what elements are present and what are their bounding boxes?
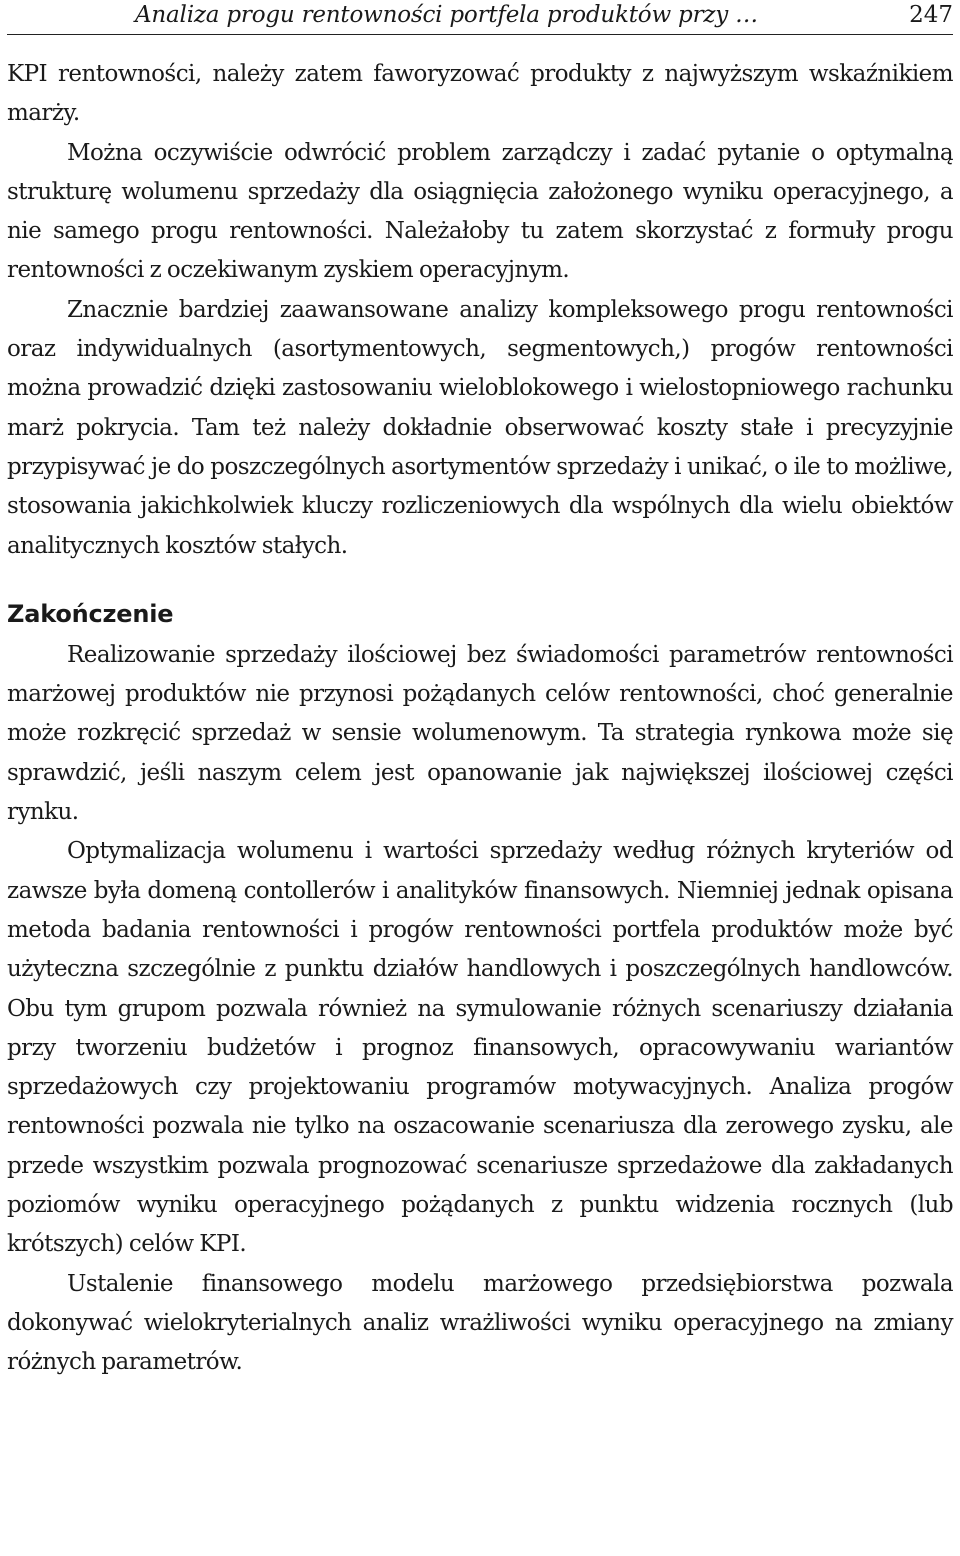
paragraph: Ustalenie finansowego modelu marżowego przedsiębiorstwa pozwala dokonywać wielokryterialnych analiz wrażliwości wyniku operacyjnego na zmiany różnych parametrów. <box>7 1270 953 1376</box>
running-header <box>7 0 953 35</box>
running-title: Analiza progu rentowności portfela produktów przy … <box>135 2 758 28</box>
paragraph: Można oczywiście odwrócić problem zarządczy i zadać pytanie o optymalną strukturę wolumenu sprzedaży dla osiągnięcia założonego wyniku operacyjnego, a nie samego progu rentowności. Należałoby tu zatem skorzystać z formuły progu rentowności z oczekiwanym zyskiem operacyjnym. <box>7 139 953 284</box>
section-heading: Zakończenie <box>7 599 174 628</box>
section-body <box>7 636 953 1383</box>
page-number: 247 <box>909 2 953 28</box>
paragraph: Optymalizacja wolumenu i wartości sprzedaży według różnych kryteriów od zawsze była domeną contollerów i analityków finansowych. Niemniej jednak opisana metoda badania rentowności i progów rentowności portfela produktów może być użyteczna szczególnie z punktu działów handlowych i poszczególnych handlowców. Obu tym grupom pozwala również na symulowanie różnych scenariuszy działania przy tworzeniu budżetów i prognoz finansowych, opracowywaniu wariantów sprzedażowych czy projektowaniu programów motywacyjnych. Analiza progów rentowności pozwala nie tylko na oszacowanie scenariusza dla zerowego zysku, ale przede wszystkim pozwala prognozować scenariusze sprzedażowe dla zakładanych poziomów wyniku operacyjnego pożądanych z punktu widzenia rocznych (lub krótszych) celów KPI. <box>7 838 953 1258</box>
paragraph: KPI rentowności, należy zatem faworyzować produkty z najwyższym wskaźnikiem marży. <box>7 61 953 127</box>
body-text <box>7 55 953 1383</box>
paragraph: Znacznie bardziej zaawansowane analizy kompleksowego progu rentowności oraz indywidualnych (asortymentowych, segmentowych,) progów rentowności można prowadzić dzięki zastosowaniu wieloblokowego i wielostopniowego rachunku marż pokrycia. Tam też należy dokładnie obserwować koszty stałe i precyzyjnie przypisywać je do poszczególnych asortymentów sprzedaży i unikać, o ile to możliwe, stosowania jakichkolwiek kluczy rozliczeniowych dla wspólnych dla wielu obiektów analitycznych kosztów stałych. <box>7 296 953 559</box>
document-page <box>7 0 953 1383</box>
paragraph: Realizowanie sprzedaży ilościowej bez świadomości parametrów rentowności marżowej produktów nie przynosi pożądanych celów rentowności, choć generalnie może rozkręcić sprzedaż w sensie wolumenowym. Ta strategia rynkowa może się sprawdzić, jeśli naszym celem jest opanowanie jak największej ilościowej części rynku. <box>7 641 953 826</box>
